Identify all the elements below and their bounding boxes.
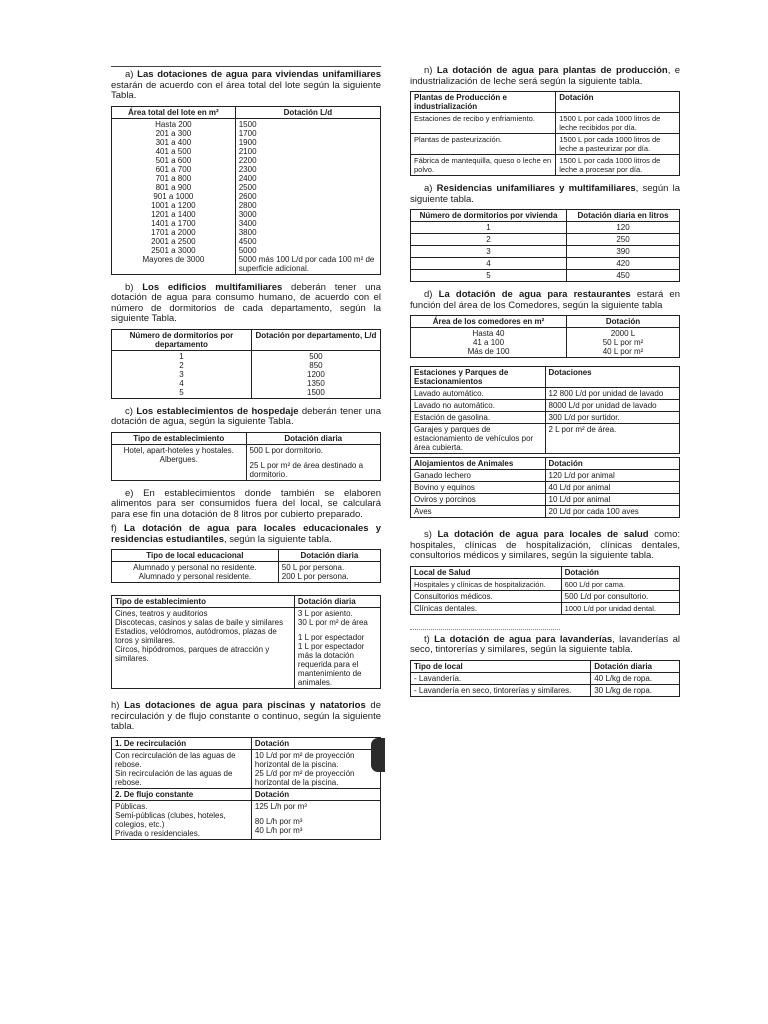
header-dotacion-animales: Dotación <box>545 458 680 470</box>
section-h-text: h) Las dotaciones de agua para piscinas y natatorios de recirculación y de flujo constante o continuo, según la siguiente tabla. <box>111 700 381 732</box>
header-dotacion-depto: Dotación por departamento, L/d <box>251 329 380 350</box>
table-row: Estación de gasolina. 300 L/d por surtidor. <box>411 412 680 424</box>
table-row: Ganado lechero 120 L/d por animal <box>411 470 680 482</box>
header-area: Área total del lote en m² <box>112 106 236 118</box>
flujo-dotaciones: 125 L/h por m³ 80 L/h por m³ 40 L/h por m³ <box>251 800 380 839</box>
section-a-text: a) Las dotaciones de agua para viviendas unifamiliares estarán de acuerdo con el área total del lote según la siguiente Tabla. <box>111 69 381 101</box>
table-row: Fábrica de mantequilla, queso o leche en polvo. 1500 L por cada 1000 litros de leche a procesar por día. <box>411 155 680 176</box>
table-restaurantes <box>410 315 680 358</box>
header-tipo-local: Tipo de local <box>411 660 591 672</box>
table-row: 5 450 <box>411 270 680 282</box>
comedores-areas: Hasta 40 41 a 100 Más de 100 <box>411 328 567 358</box>
header-dotacion: Dotación L/d <box>235 106 380 118</box>
comedores-dotaciones: 2000 L 50 L por m² 40 L por m² <box>567 328 680 358</box>
header-dotacion-recirculacion: Dotación <box>251 737 380 749</box>
header-tipo-local-educacional: Tipo de local educacional <box>112 550 279 562</box>
section-t-text: t) La dotación de agua para lavanderías, lavanderías al seco, tintorerías y similares, según la siguiente tabla. <box>410 633 680 655</box>
table-row: Lavado automático. 12 800 L/d por unidad de lavado <box>411 388 680 400</box>
header-dotaciones-estaciones: Dotaciones <box>545 367 680 388</box>
educacional-tipos: Alumnado y personal no residente. Alumnado y personal residente. <box>112 562 279 583</box>
header-dotacion-lavanderias: Dotación diaria <box>591 660 680 672</box>
header-dotacion-diaria-2: Dotación diaria <box>294 596 380 608</box>
table-hospedaje <box>111 432 381 481</box>
dormitorios-list: 1 2 3 4 5 <box>112 350 252 398</box>
header-tipo-establecimiento-2: Tipo de establecimiento <box>112 596 295 608</box>
header-dotacion-litros: Dotación diaria en litros <box>567 210 680 222</box>
table-row: 4 420 <box>411 258 680 270</box>
section-d-text: d) La dotación de agua para restaurantes estará en función del área de los Comedores, según la siguiente tabla <box>410 289 680 311</box>
header-dormitorios-vivienda: Número de dormitorios por vivienda <box>411 210 567 222</box>
table-row: Garajes y parques de estacionamiento de vehículos por área cubierta. 2 L por m² de área. <box>411 424 680 454</box>
table-row: 3 390 <box>411 246 680 258</box>
table-row: Estaciones de recibo y enfriamiento. 1500 L por cada 1000 litros de leche recibidos por día. <box>411 113 680 134</box>
table-row: - Lavandería en seco, tintorerías y similares. 30 L/kg de ropa. <box>411 684 680 696</box>
dotacion-depto-list: 500 850 1200 1350 1500 <box>251 350 380 398</box>
header-dotacion-plantas: Dotación <box>556 92 680 113</box>
table-row: Lavado no automático. 8000 L/d por unidad de lavado <box>411 400 680 412</box>
cut-text-line <box>410 629 560 633</box>
header-dotacion-diaria: Dotación diaria <box>246 432 381 444</box>
table-salud <box>410 566 680 615</box>
table-piscinas <box>111 737 381 840</box>
header-dotacion-restaurantes: Dotación <box>567 316 680 328</box>
espectaculos-dotaciones: 3 L por asiento. 30 L por m² de área 1 L por espectador 1 L por espectador más la dotación requerida para el mantenimiento de animales. <box>294 608 380 689</box>
recirculacion-dotaciones: 10 L/d por m² de proyección horizontal de la piscina. 25 L/d por m² de proyección horizontal de la piscina. <box>251 749 380 788</box>
section-b-text: b) Los edificios multifamiliares deberán tener una dotación de agua para consumo humano, de acuerdo con el número de dormitorios de cada departamento, según la siguiente Tabla. <box>111 281 381 324</box>
table-espectaculos <box>111 595 381 689</box>
right-column <box>410 66 680 705</box>
section-c-text: c) Los establecimientos de hospedaje deberán tener una dotación de agua, según la siguiente Tabla. <box>111 405 382 427</box>
top-rule <box>111 66 381 67</box>
table-row: 2 250 <box>411 234 680 246</box>
table-row: Clínicas dentales. 1000 L/d por unidad dental. <box>411 602 680 614</box>
table-row: Hospitales y clínicas de hospitalización. 600 L/d por cama. <box>411 578 680 590</box>
header-estaciones: Estaciones y Parques de Estacionamientos <box>411 367 546 388</box>
table-plantas-produccion <box>410 91 680 176</box>
section-s-text: s) La dotación de agua para locales de salud como: hospitales, clínicas de hospitalización, clínicas dentales, consultorios médicos y similares, según la siguiente tabla. <box>410 529 680 561</box>
table-row: - Lavandería. 40 L/kg de ropa. <box>411 672 680 684</box>
section-f-text: f) La dotación de agua para locales educacionales y residencias estudiantiles, según la siguiente tabla. <box>111 523 381 545</box>
table-row: Bovino y equinos 40 L/d por animal <box>411 482 680 494</box>
header-dormitorios: Número de dormitorios por departamento <box>112 329 252 350</box>
table-row: Plantas de pasteurización. 1500 L por cada 1000 litros de leche a pasteurizar por día. <box>411 134 680 155</box>
header-plantas: Plantas de Producción e industrialización <box>411 92 556 113</box>
header-alojamientos: Alojamientos de Animales <box>411 458 546 470</box>
header-recirculacion: 1. De recirculación <box>112 737 252 749</box>
recirculacion-tipos: Con recirculación de las aguas de rebose. Sin recirculación de las aguas de rebose. <box>112 749 252 788</box>
table-row: Aves 20 L/d por cada 100 aves <box>411 506 680 518</box>
section-e-text: e) En establecimientos donde también se elaboren alimentos para ser consumidos fuera del local, se calculará para ese fin una dotación de 8 litros por cubierto preparado. <box>111 487 381 520</box>
page-edge-shadow <box>371 738 385 772</box>
table-viviendas-unifamiliares <box>111 106 381 275</box>
header-local-salud: Local de Salud <box>411 566 562 578</box>
table-multifamiliares <box>111 329 381 399</box>
table-row: Consultorios médicos. 500 L/d por consultorio. <box>411 590 680 602</box>
educacional-dotaciones: 50 L por persona. 200 L por persona. <box>278 562 380 583</box>
header-dotacion-flujo: Dotación <box>251 788 380 800</box>
section-n-text: n) La dotación de agua para plantas de producción, e industrialización de leche será según la siguiente tabla. <box>410 65 681 87</box>
header-dotacion-salud: Dotación <box>561 566 679 578</box>
dotacion-list: 1500 1700 1900 2100 2200 2300 2400 2500 2600 2800 3000 3400 3800 4500 5000 5000 más 100 L/d por cada 100 m² de superficie adicional. <box>235 118 380 274</box>
header-flujo-constante: 2. De flujo constante <box>112 788 252 800</box>
flujo-tipos: Públicas. Semi-públicas (clubes, hoteles, colegios, etc.) Privada o residenciales. <box>112 800 252 839</box>
header-tipo-establecimiento: Tipo de establecimiento <box>112 432 247 444</box>
hospedaje-dotaciones: 500 L por dormitorio. 25 L por m² de área destinado a dormitorio. <box>246 444 381 480</box>
table-educacionales <box>111 549 381 583</box>
header-dotacion-diaria-edu: Dotación diaria <box>278 550 380 562</box>
left-column <box>111 66 381 848</box>
espectaculos-tipos: Cines, teatros y auditorios Discotecas, casinos y salas de baile y similares Estadios, velódromos, autódromos, plazas de toros y similares. Circos, hipódromos, parques de atracción y similares. <box>112 608 295 689</box>
table-animales <box>410 457 680 518</box>
section-residencias-text: a) Residencias unifamiliares y multifamiliares, según la siguiente tabla. <box>410 183 680 205</box>
table-row: Oviros y porcinos 10 L/d por animal <box>411 494 680 506</box>
header-area-comedores: Área de los comedores en m² <box>411 316 567 328</box>
table-row: 1 120 <box>411 222 680 234</box>
table-lavanderias <box>410 660 680 697</box>
table-estacionamientos <box>410 366 680 454</box>
table-residencias <box>410 209 680 282</box>
area-list: Hasta 200 201 a 300 301 a 400 401 a 500 501 a 600 601 a 700 701 a 800 801 a 900 901 a 1000 1001 a 1200 1201 a 1400 1401 a 1700 1701 a 2000 2001 a 2500 2501 a 3000 Mayores de 3000 <box>112 118 236 274</box>
hospedaje-tipos: Hotel, apart-hoteles y hostales. Albergues. <box>112 444 247 480</box>
